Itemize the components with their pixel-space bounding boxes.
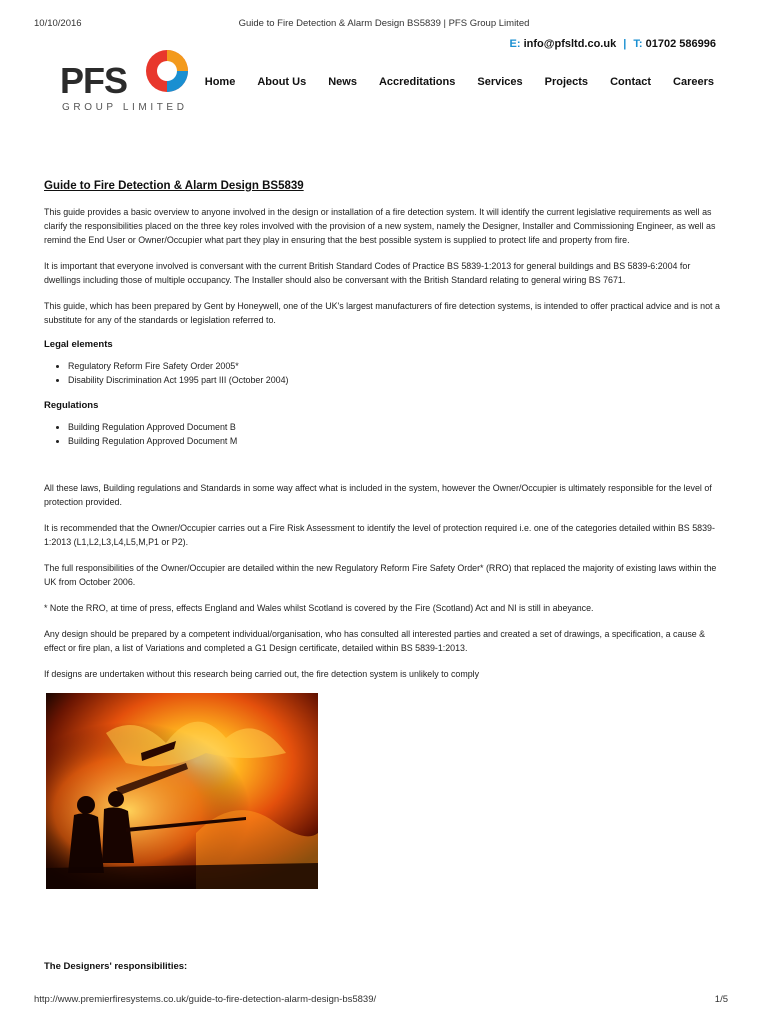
nav-careers[interactable]: Careers (673, 76, 714, 88)
intro-paragraph: It is important that everyone involved is conversant with the current British Standard Codes of Practice BS 5839-1:2013 for general buildings and BS 5839-6:2004 for dwellings including those of multiple occupancy. The Installer should also be conversant with the British Standard relating to general wiring BS 7671. (44, 261, 691, 285)
nav-accreditations[interactable]: Accreditations (378, 76, 456, 88)
print-date: 10/10/2016 (34, 18, 82, 29)
nav-services[interactable]: Services (477, 76, 523, 88)
spacer (44, 461, 724, 481)
print-header (0, 18, 768, 32)
logo-subtitle: GROUP LIMITED (62, 102, 188, 113)
regulations-heading: Regulations (44, 400, 99, 411)
article-title: Guide to Fire Detection & Alarm Design BS5839 (44, 180, 304, 192)
email-link[interactable]: info@pfsltd.co.uk (523, 38, 617, 50)
firefighters-fire-image (46, 693, 318, 889)
body-paragraph: All these laws, Building regulations and Standards in some way affect what is included in the system, however the Owner/Occupier is ultimately responsible for the level of protection provided. (44, 483, 712, 507)
list-item: • Disability Discrimination Act 1995 part III (October 2004) (68, 373, 724, 387)
email-label: E: (509, 38, 521, 50)
phone-link[interactable]: 01702 586996 (645, 38, 716, 50)
nav-about-us[interactable]: About Us (257, 76, 307, 88)
body-paragraph: The full responsibilities of the Owner/Occupier are detailed within the new Regulatory Reform Fire Safety Order* (RRO) that replaced the majority of existing laws within the UK from October 2006. (44, 563, 717, 587)
body-paragraph: If designs are undertaken without this research being carried out, the fire detection system is unlikely to comply (44, 669, 480, 679)
body-paragraph: It is recommended that the Owner/Occupier carries out a Fire Risk Assessment to identify the level of protection required i.e. one of the categories detailed within BS 5839-1:2013 (L1,L2,L3,L4,L5,M,P1 or P2). (44, 523, 715, 547)
print-footer (0, 994, 768, 1008)
pfs-logo[interactable] (60, 46, 200, 118)
print-page-title: Guide to Fire Detection & Alarm Design BS5839 | PFS Group Limited (238, 18, 530, 29)
article-content (44, 180, 724, 889)
list-item: • Building Regulation Approved Document M (68, 434, 724, 448)
phone-label: T: (633, 38, 643, 50)
intro-paragraph: This guide provides a basic overview to anyone involved in the design or installation of a fire detection system. It will identify the current legislative requirements as well as clarify the responsibilities placed on the three key roles involved with the provision of a new system, namely the Designer, Installer and Commissioning Engineer, as well as remind the End User or Owner/Occupier what part they play in ensuring that the best possible system is supplied to protect life and property from fire. (44, 207, 716, 245)
regulations-list (44, 420, 724, 448)
legal-elements-heading: Legal elements (44, 339, 113, 350)
fire-illustration (46, 693, 318, 889)
body-paragraph: Any design should be prepared by a competent individual/organisation, who has consulted all interested parties and created a set of drawings, a specification, a cause & effect or fire plan, a list of Variations and completed a G1 Design certificate, detailed within BS 5839-1:2013. (44, 629, 706, 653)
list-item: • Regulatory Reform Fire Safety Order 2005* (68, 359, 724, 373)
list-item: • Building Regulation Approved Document B (68, 420, 724, 434)
contact-line (510, 38, 716, 50)
nav-projects[interactable]: Projects (544, 76, 589, 88)
nav-contact[interactable]: Contact (610, 76, 652, 88)
body-paragraph: * Note the RRO, at time of press, effects England and Wales whilst Scotland is covered by the Fire (Scotland) Act and NI is still in abeyance. (44, 603, 594, 613)
designers-responsibilities-heading: The Designers' responsibilities: (44, 961, 188, 972)
intro-paragraph: This guide, which has been prepared by Gent by Honeywell, one of the UK's largest manufacturers of fire detection systems, is intended to offer practical advice and is not a substitute for any of the standards or legislation referred to. (44, 301, 720, 325)
legal-elements-list (44, 359, 724, 387)
nav-home[interactable]: Home (204, 76, 236, 88)
contact-separator: | (623, 38, 627, 50)
nav-news[interactable]: News (328, 76, 357, 88)
print-url: http://www.premierfiresystems.co.uk/guide-to-fire-detection-alarm-design-bs5839/ (34, 994, 377, 1005)
logo-wordmark: PFS (60, 60, 128, 101)
print-page-number: 1/5 (714, 994, 728, 1005)
main-nav (183, 76, 714, 88)
